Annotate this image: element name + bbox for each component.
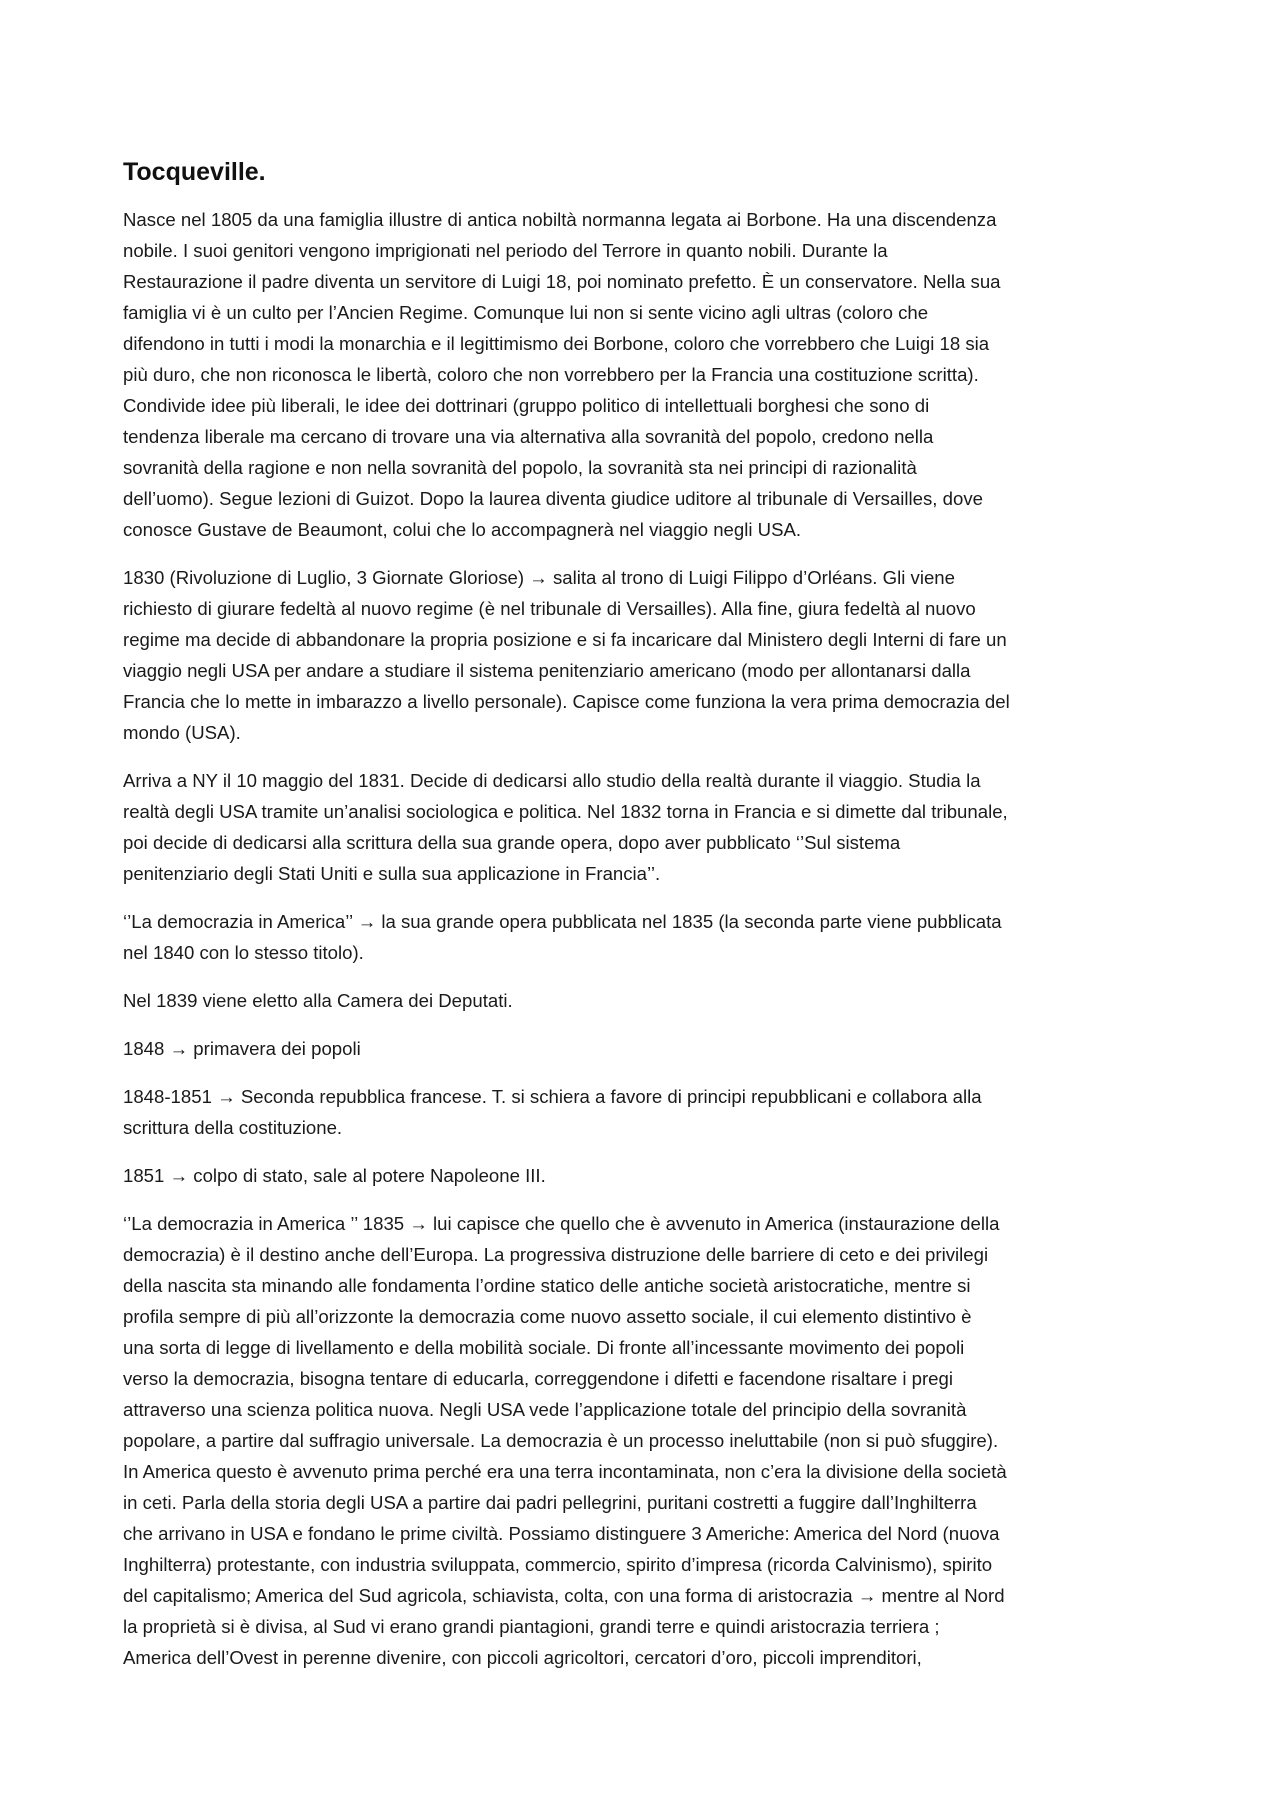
paragraph-1848: 1848 → primavera dei popoli xyxy=(123,1038,361,1059)
paragraph-democrazia-opera: ‘’La democrazia in America’’ → la sua grande opera pubblicata nel 1835 (la seconda parte viene pubblicata nel 1840 con lo stesso titolo). xyxy=(123,911,1002,963)
paragraph-biography: Nasce nel 1805 da una famiglia illustre di antica nobiltà normanna legata ai Borbone. Ha una discendenza nobile. I suoi genitori vengono imprigionati nel periodo del Terrore in quanto nobili. Durante la Restaurazione il padre diventa un servitore di Luigi 18, poi nominato prefetto. È un conservatore. Nella sua famiglia vi è un culto per l’Ancien Regime. Comunque lui non si sente vicino agli ultras (coloro che difendono in tutti i modi la monarchia e il legittimismo dei Borbone, coloro che vorrebbero che Luigi 18 sia più duro, che non riconosca le libertà, coloro che non vorrebbero per la Francia una costituzione scritta). Condivide idee più liberali, le idee dei dottrinari (gruppo politico di intellettuali borghesi che sono di tendenza liberale ma cercano di trovare una via alternativa alla sovranità del popolo, credono nella sovranità della ragione e non nella sovranità del popolo, la sovranità sta nei principi di razionalità dell’uomo). Segue lezioni di Guizot. Dopo la laurea diventa giudice uditore al tribunale di Versailles, dove conosce Gustave de Beaumont, colui che lo accompagnerà nel viaggio negli USA. xyxy=(123,209,1001,540)
document-title: Tocqueville. xyxy=(123,158,266,186)
paragraph-1851: 1851 → colpo di stato, sale al potere Napoleone III. xyxy=(123,1165,546,1186)
paragraph-1848-1851: 1848-1851 → Seconda repubblica francese. T. si schiera a favore di principi repubblicani e collabora alla scrittura della costituzione. xyxy=(123,1086,982,1138)
document-page xyxy=(123,155,1170,1690)
paragraph-1839: Nel 1839 viene eletto alla Camera dei Deputati. xyxy=(123,990,513,1011)
paragraph-democrazia-analisi: ‘’La democrazia in America ’’ 1835 → lui capisce che quello che è avvenuto in America (instaurazione della democrazia) è il destino anche dell’Europa. La progressiva distruzione delle barriere di ceto e dei privilegi della nascita sta minando alle fondamenta l’ordine statico delle antiche società aristocratiche, mentre si profila sempre di più all’orizzonte la democrazia come nuovo assetto sociale, il cui elemento distintivo è una sorta di legge di livellamento e della mobilità sociale. Di fronte all’incessante movimento dei popoli verso la democrazia, bisogna tentare di educarla, correggendone i difetti e facendone risaltare i pregi attraverso una scienza politica nuova. Negli USA vede l’applicazione totale del principio della sovranità popolare, a partire dal suffragio universale. La democrazia è un processo ineluttabile (non si può sfuggire). In America questo è avvenuto prima perché era una terra incontaminata, non c’era la divisione della società in ceti. Parla della storia degli USA a partire dai padri pellegrini, puritani costretti a fuggire dall’Inghilterra che arrivano in USA e fondano le prime civiltà. Possiamo distinguere 3 Americhe: America del Nord (nuova Inghilterra) protestante, con industria sviluppata, commercio, spirito d’impresa (ricorda Calvinismo), spirito del capitalismo; America del Sud agricola, schiavista, colta, con una forma di aristocrazia → mentre al Nord la proprietà si è divisa, al Sud vi erano grandi piantagioni, grandi terre e quindi aristocrazia terriera ; America dell’Ovest in perenne divenire, con piccoli agricoltori, cercatori d’oro, piccoli imprenditori, xyxy=(123,1213,1007,1668)
paragraph-1831: Arriva a NY il 10 maggio del 1831. Decide di dedicarsi allo studio della realtà durante il viaggio. Studia la realtà degli USA tramite un’analisi sociologica e politica. Nel 1832 torna in Francia e si dimette dal tribunale, poi decide di dedicarsi alla scrittura della sua grande opera, dopo aver pubblicato ‘’Sul sistema penitenziario degli Stati Uniti e sulla sua applicazione in Francia’’. xyxy=(123,770,1008,884)
paragraph-1830: 1830 (Rivoluzione di Luglio, 3 Giornate Gloriose) → salita al trono di Luigi Filippo d’Orléans. Gli viene richiesto di giurare fedeltà al nuovo regime (è nel tribunale di Versailles). Alla fine, giura fedeltà al nuovo regime ma decide di abbandonare la propria posizione e si fa incaricare dal Ministero degli Interni di fare un viaggio negli USA per andare a studiare il sistema penitenziario americano (modo per allontanarsi dalla Francia che lo mette in imbarazzo a livello personale). Capisce come funziona la vera prima democrazia del mondo (USA). xyxy=(123,567,1010,743)
